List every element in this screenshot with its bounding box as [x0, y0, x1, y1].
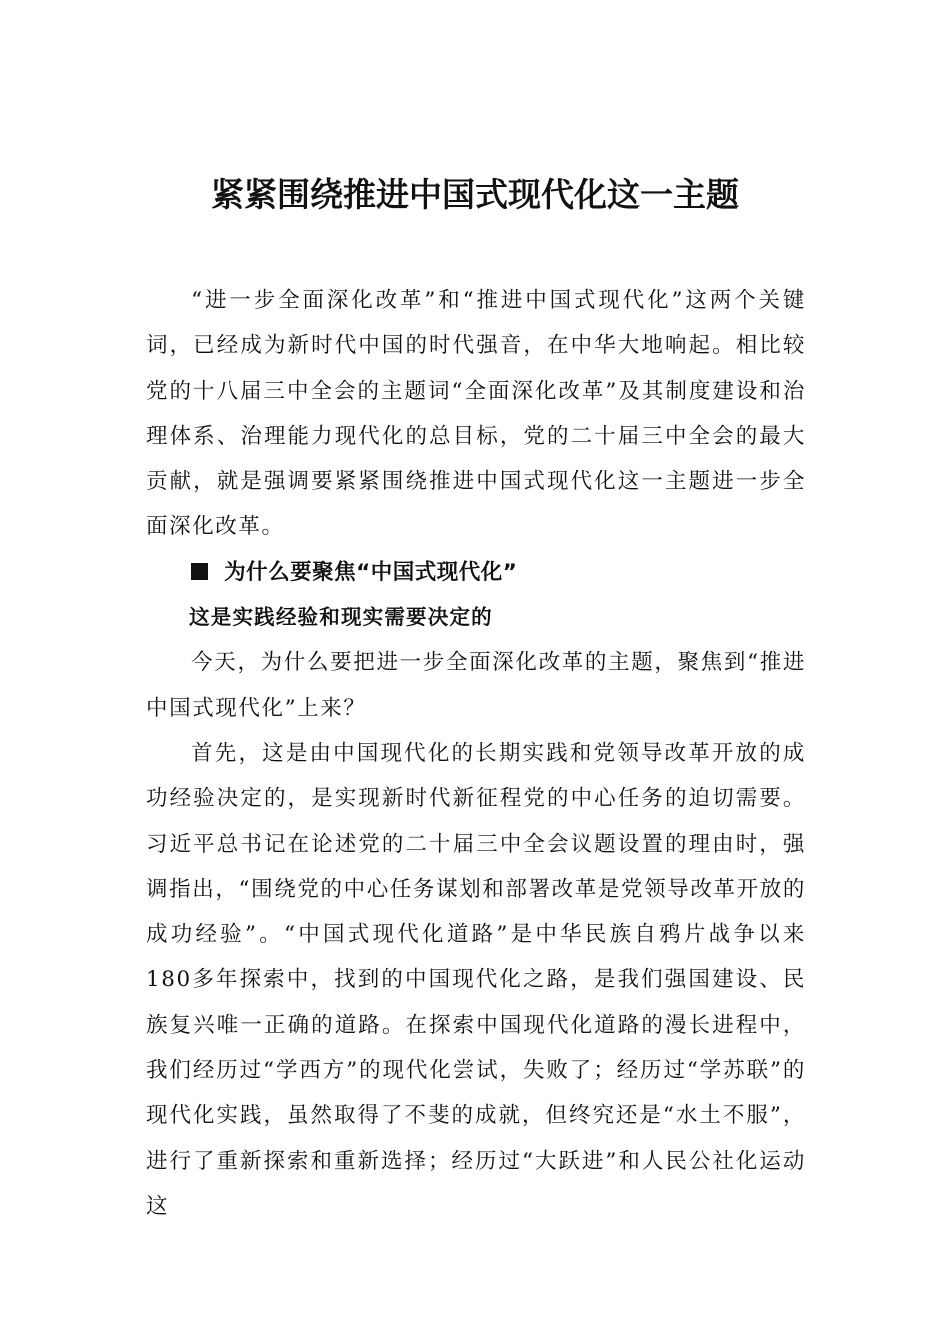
paragraph-question: 今天，为什么要把进一步全面深化改革的主题，聚焦到“推进中国式现代化”上来？	[146, 650, 806, 721]
section-subheading: 这是实践经验和现实需要决定的	[189, 605, 493, 630]
paragraph-intro: “进一步全面深化改革”和“推进中国式现代化”这两个关键词，已经成为新时代中国的时代强音，在中华大地响起。相比较党的十八届三中全会的主题词“全面深化改革”及其制度建设和治理体系、治理能力现代化的总目标，党的二十届三中全会的最大贡献，就是强调要紧紧围绕推进中国式现代化这一主题进一步全面深化改革。	[146, 288, 806, 540]
document-body	[146, 278, 806, 1229]
document-title: 紧紧围绕推进中国式现代化这一主题	[211, 175, 739, 214]
black-square-bullet-icon	[191, 563, 208, 580]
section-heading	[146, 550, 806, 595]
paragraph-first-reason: 首先，这是由中国现代化的长期实践和党领导改革开放的成功经验决定的，是实现新时代新征程党的中心任务的迫切需要。习近平总书记在论述党的二十届三中全会议题设置的理由时，强调指出，“围绕党的中心任务谋划和部署改革是党领导改革开放的成功经验”。“中国式现代化道路”是中华民族自鸦片战争以来180多年探索中，找到的中国现代化之路，是我们强国建设、民族复兴唯一正确的道路。在探索中国现代化道路的漫长进程中，我们经历过“学西方”的现代化尝试，失败了；经历过“学苏联”的现代化实践，虽然取得了不斐的成就，但终究还是“水土不服”，进行了重新探索和重新选择；经历过“大跃进”和人民公社化运动这	[146, 740, 806, 1219]
section-heading-text: 为什么要聚焦“中国式现代化”	[224, 559, 518, 585]
